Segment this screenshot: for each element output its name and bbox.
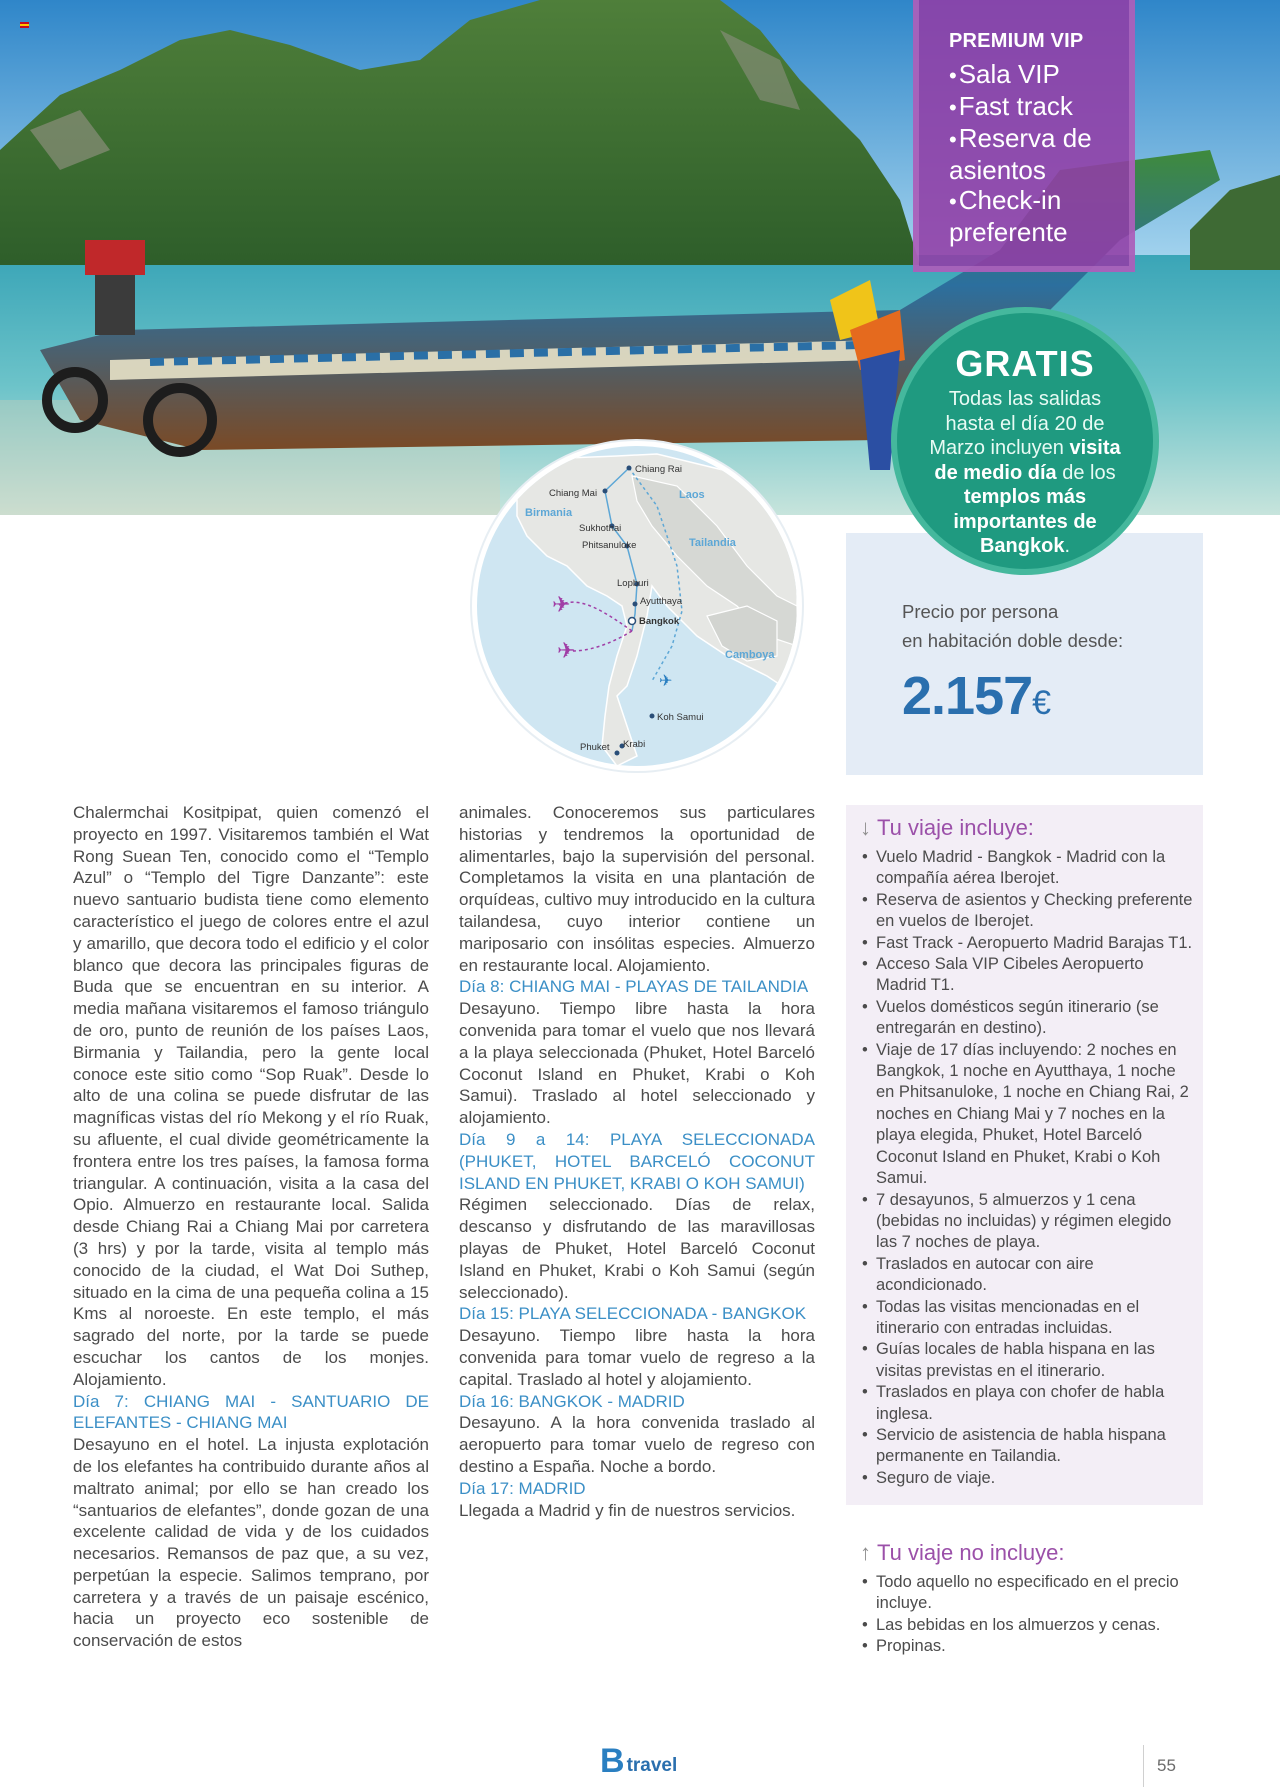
map-label: Phuket [580,742,610,753]
includes-item: • Acceso Sala VIP Cibeles Aeropuerto Madrid T1. [860,954,1193,997]
map-country-label: Camboya [725,649,775,661]
page-number: 55 [1157,1756,1176,1775]
excludes-item: • Propinas. [860,1636,1193,1657]
price-value [902,665,1203,727]
gratis-title: GRATIS [955,343,1095,384]
map-label: Phitsanuloke [582,540,637,551]
day-title: Día 17: MADRID [459,1478,586,1498]
excludes-list [860,1572,1193,1658]
map-label: Chiang Mai [549,488,598,499]
map-country-label: Tailandia [689,537,736,549]
includes-item: • Reserva de asientos y Checking preferente en vuelos de Iberojet. [860,890,1193,933]
includes-item: • Vuelos domésticos según itinerario (se entregarán en destino). [860,997,1193,1040]
includes-item: • Vuelo Madrid - Bangkok - Madrid con la compañía aérea Iberojet. [860,847,1193,890]
logo-b: B [600,1742,625,1780]
itinerary-column-1 [73,802,429,1652]
includes-item: • Viaje de 17 días incluyendo: 2 noches en Bangkok, 1 noche en Ayutthaya, 1 noche en Phitsanuloke, 1 noche en Chiang Rai, 2 noches en Chiang Mai y 7 noches en la playa elegida, Phuket, Hotel Barceló Coconut Island en Phuket, Krabi o Koh Samui. [860,1040,1193,1190]
arrow-down-icon: ↓ [860,815,871,840]
map-label: Chiang Rai [635,464,682,475]
day-title: Día 16: BANGKOK - MADRID [459,1391,685,1411]
day-text: Desayuno. A la hora convenida traslado al aeropuerto para tomar vuelo de regreso con destino a España. Noche a bordo. [459,1413,815,1476]
day-title: Día 8: CHIANG MAI - PLAYAS DE TAILANDIA [459,977,809,997]
spain-flag-icon [20,22,29,28]
excludes-box [846,1530,1203,1658]
day-text: Llegada a Madrid y fin de nuestros servicios. [459,1500,796,1520]
includes-list [860,847,1193,1489]
btravel-logo [600,1744,677,1778]
arrow-up-icon: ↑ [860,1540,871,1565]
map-label: Bangkok [639,616,680,627]
gratis-text: Todas las salidas hasta el día 20 de Marzo incluyen visita de medio día de los templos más importantes de Bangkok. [929,388,1121,557]
excludes-heading: ↑ Tu viaje no incluye: [860,1540,1065,1565]
price-label-line2: en habitación doble desde: [902,630,1124,651]
includes-item: • Servicio de asistencia de habla hispana permanente en Tailandia. [860,1425,1193,1468]
map-country-label: Birmania [525,507,573,519]
logo-text: travel [626,1755,678,1776]
includes-item: • Todas las visitas mencionadas en el itinerario con entradas incluidas. [860,1297,1193,1340]
day-text: Desayuno. Tiempo libre hasta la hora convenida para tomar vuelo de regreso a la capital. Traslado al hotel y alojamiento. [459,1326,815,1389]
day-text: Régimen seleccionado. Días de relax, descanso y disfrutando de las maravillosas playas de Phuket, Hotel Barceló Coconut Island en Phuket, Krabi o Koh Samui (según seleccionado). [459,1195,815,1302]
vip-item: •Sala VIP [949,59,1060,89]
excludes-item: • Todo aquello no especificado en el precio incluye. [860,1572,1193,1615]
includes-item: • Traslados en playa con chofer de habla inglesa. [860,1382,1193,1425]
day-text: Desayuno. Tiempo libre hasta la hora convenida para tomar el vuelo que nos llevará a la playa seleccionada (Phuket, Hotel Barceló Coconut Island en Phuket, Krabi o Koh Samui). Traslado al hotel seleccionado y alojamiento. [459,999,815,1128]
includes-item: • Fast Track - Aeropuerto Madrid Barajas T1. [860,933,1193,954]
plane-icon: ✈ [552,592,571,617]
vip-item: •Fast track [949,91,1073,121]
itinerary-paragraph: Chalermchai Kositpipat, quien comenzó el proyecto en 1997. Visitaremos también el Wat Rong Suean Ten, conocido como el “Templo Azul” o “Templo del Tigre Danzante”: este nuevo santuario budista tiene como elemento característico el juego de colores entre el azul y amarillo, que decora todo el edificio y el color blanco que decora las principales figuras de Buda que se encuentran en su interior. A media mañana visitaremos el famoso triángulo de oro, punto de reunión de los países Laos, Birmania y Tailandia, pero la gente local conoce este sitio como “Sop Ruak”. Desde lo alto de una colina se puede disfrutar de las magníficas vistas del río Mekong y el río Ruak, su afluente, el cual divide geométricamente la frontera entre los tres países, la famosa forma triangular. A continuación, visita a la casa del Opio. Almuerzo en restaurante local. Salida desde Chiang Rai a Chiang Mai por carretera (3 hrs) y por la tarde, visita al templo más conocido de la ciudad, el Wat Doi Suthep, situado en la cima de una pequeña colina a 15 Kms al noroeste. En este templo, el más sagrado del norte, por la tarde se puede escuchar los cantos de los monjes. Alojamiento. [73,803,429,1389]
plane-icon: ✈ [659,673,673,690]
includes-box [846,805,1203,1505]
page-divider [1143,1745,1144,1787]
day-title: Día 7: CHIANG MAI - SANTUARIO DE ELEFANTES - CHIANG MAI [73,1391,429,1433]
includes-item: • Guías locales de habla hispana en las visitas previstas en el itinerario. [860,1339,1193,1382]
gratis-badge [891,307,1159,575]
vip-item: •Check-in preferente [949,185,1068,247]
price-amount: 2.157 [902,666,1033,726]
vip-title: PREMIUM VIP [949,30,1084,52]
plane-icon: ✈ [557,638,576,663]
map-label: Lopburi [617,578,649,589]
itinerary-column-2 [459,802,815,1521]
map-label: Krabi [623,739,646,750]
excludes-item: • Las bebidas en los almuerzos y cenas. [860,1615,1193,1636]
map-country-label: Laos [679,489,705,501]
map-label: Ayutthaya [640,596,683,607]
premium-vip-box [913,0,1135,272]
includes-item: • Seguro de viaje. [860,1468,1193,1489]
includes-item: • 7 desayunos, 5 almuerzos y 1 cena (bebidas no incluidas) y régimen elegido las 7 noches de playa. [860,1190,1193,1254]
vip-item: •Reserva de asientos [949,123,1092,185]
map-label: Sukhothai [579,523,622,534]
price-label-line1: Precio por persona [902,601,1059,622]
map-label: Koh Samui [657,712,704,723]
price-currency: € [1032,684,1051,722]
day-title: Día 9 a 14: PLAYA SELECCIONADA (PHUKET, HOTEL BARCELÓ COCONUT ISLAND EN PHUKET, KRABI O KOH SAMUI) [459,1129,815,1193]
route-map [477,446,797,766]
day-title: Día 15: PLAYA SELECCIONADA - BANGKOK [459,1304,807,1324]
day-text: Desayuno en el hotel. La injusta explotación de los elefantes ha contribuido durante años al maltrato animal; por ello se han creado los “santuarios de elefantes”, donde gozan de una excelente calidad de vida y de los cuidados necesarios. Remansos de paz que, a su vez, perpetúan la especie. Salimos temprano, por carretera y a través de un paisaje escénico, hacia un proyecto eco sostenible de conservación de estos [73,1435,429,1651]
includes-heading: ↓ Tu viaje incluye: [860,815,1034,840]
vip-list [949,59,1129,247]
includes-item: • Traslados en autocar con aire acondicionado. [860,1254,1193,1297]
itinerary-paragraph: animales. Conoceremos sus particulares historias y tendremos la oportunidad de alimentarles, bajo la supervisión del personal. Completamos la visita en una plantación de orquídeas, cultivo muy introducido en la cultura tailandesa, cuyo interior contiene un mariposario con insólitas especies. Almuerzo en restaurante local. Alojamiento. [459,803,815,975]
